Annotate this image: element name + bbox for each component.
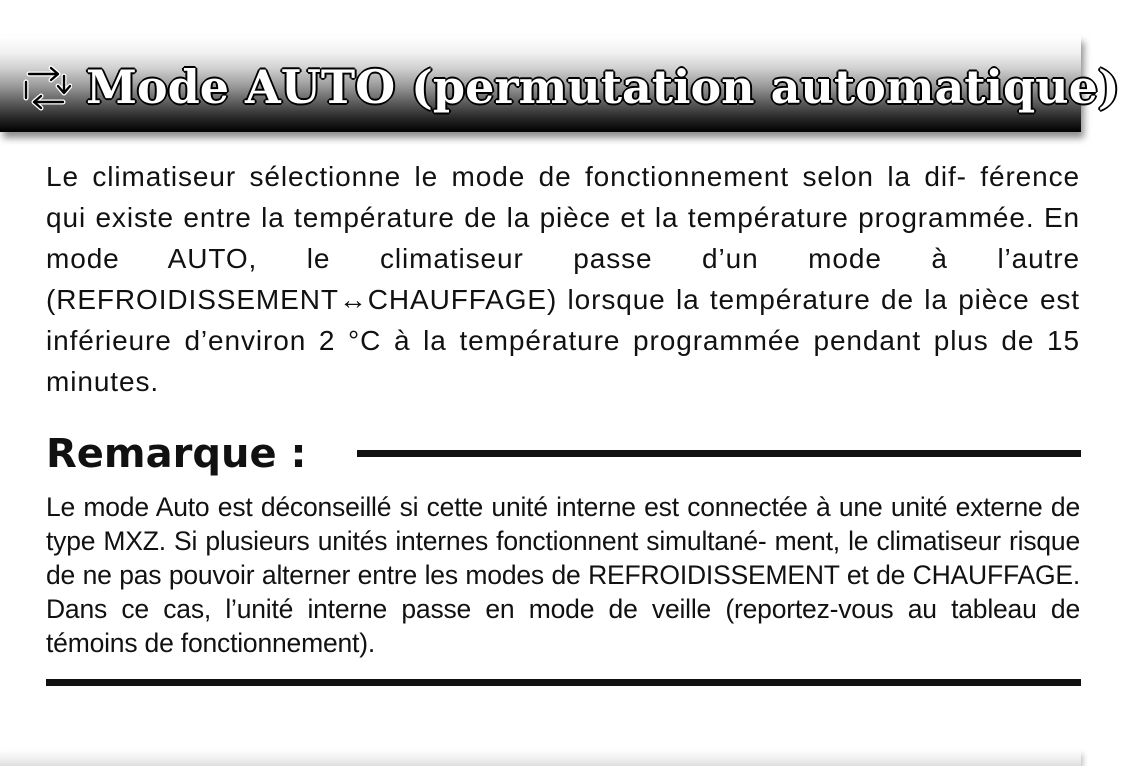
auto-changeover-arrows-icon [20, 62, 72, 114]
note-heading: Remarque : [46, 431, 307, 477]
note-bottom-rule [46, 679, 1081, 686]
note-paragraph: Le mode Auto est déconseillé si cette unité interne est connectée à une unité externe de type MXZ. Si plusieurs unités internes fonctionnent simultané- ment, le climatiseur risque de ne pas pouvoir alterner entre les modes de REFROIDISSEMENT et de CHAUFFAGE. Dans ce cas, l’unité interne passe en mode de veille (reportez-vous au tableau de témoins de fonctionnement). [46, 492, 1080, 658]
section-title: Mode AUTO (permutation automatique) [86, 60, 1120, 114]
intro-paragraph: Le climatiseur sélectionne le mode de fonctionnement selon la dif- férence qui existe entre la température de la pièce et la température programmée. En mode AUTO, le climatiseur passe d’un mode à l’autre (REFROIDISSEMENT↔CHAUFFAGE) lorsque la température de la pièce est inférieure d’environ 2 °C à la température programmée pendant plus de 15 minutes. [46, 161, 1080, 397]
note-heading-rule [357, 450, 1081, 457]
next-section-bar [0, 750, 1081, 766]
